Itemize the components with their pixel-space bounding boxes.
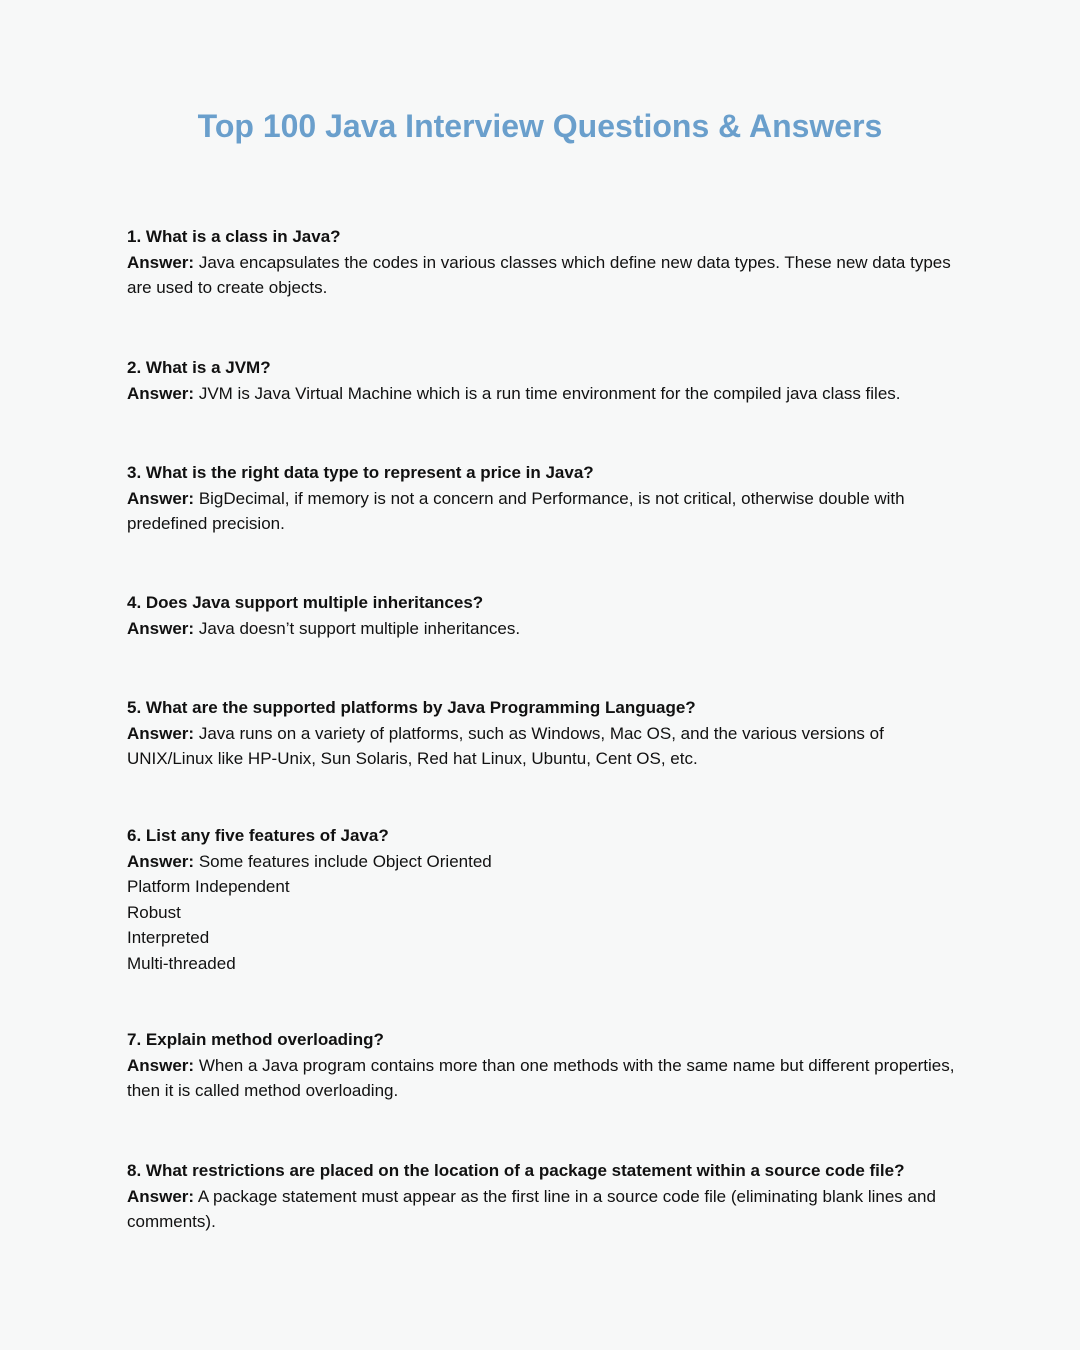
answer-label: Answer: bbox=[127, 1186, 195, 1206]
qa-item-3 bbox=[127, 460, 957, 537]
qa-item-8 bbox=[127, 1158, 957, 1235]
qa-item-5 bbox=[127, 695, 957, 772]
page-title: Top 100 Java Interview Questions & Answers bbox=[197, 108, 883, 144]
answer-text: BigDecimal, if memory is not a concern and Performance, is not critical, otherwise double with predefined precision. bbox=[127, 488, 905, 533]
answer-label: Answer: bbox=[127, 252, 195, 272]
answer-paragraph bbox=[127, 1184, 957, 1235]
answer-text: Java runs on a variety of platforms, such as Windows, Mac OS, and the various versions of UNIX/Linux like HP-Unix, Sun Solaris, Red hat Linux, Ubuntu, Cent OS, etc. bbox=[127, 723, 884, 768]
feature-line: Platform Independent bbox=[127, 877, 290, 896]
question-text: 7. Explain method overloading? bbox=[127, 1030, 384, 1049]
question-text: 3. What is the right data type to represent a price in Java? bbox=[127, 463, 594, 482]
qa-item-1 bbox=[127, 224, 957, 301]
answer-text: JVM is Java Virtual Machine which is a run time environment for the compiled java class files. bbox=[198, 383, 901, 403]
answer-text: Java encapsulates the codes in various classes which define new data types. These new data types are used to create objects. bbox=[127, 252, 951, 297]
answer-text: Java doesn’t support multiple inheritances. bbox=[198, 618, 521, 638]
answer-paragraph bbox=[127, 1053, 957, 1104]
answer-paragraph bbox=[127, 849, 957, 875]
answer-label: Answer: bbox=[127, 1055, 195, 1075]
question-text: 4. Does Java support multiple inheritances? bbox=[127, 593, 484, 612]
answer-label: Answer: bbox=[127, 851, 195, 871]
answer-label: Answer: bbox=[127, 488, 195, 508]
answer-label: Answer: bbox=[127, 383, 195, 403]
answer-paragraph bbox=[127, 616, 957, 642]
answer-text: A package statement must appear as the first line in a source code file (eliminating blank lines and comments). bbox=[127, 1186, 936, 1231]
answer-paragraph bbox=[127, 486, 957, 537]
question-text: 6. List any five features of Java? bbox=[127, 826, 389, 845]
answer-label: Answer: bbox=[127, 618, 195, 638]
question-text: 1. What is a class in Java? bbox=[127, 227, 341, 246]
feature-line: Multi-threaded bbox=[127, 953, 236, 973]
qa-item-2 bbox=[127, 355, 957, 406]
answer-paragraph bbox=[127, 381, 957, 407]
question-text: 5. What are the supported platforms by Java Programming Language? bbox=[127, 698, 696, 717]
question-text: 8. What restrictions are placed on the location of a package statement within a source code file? bbox=[127, 1161, 905, 1180]
qa-item-6 bbox=[127, 823, 957, 976]
question-text: 2. What is a JVM? bbox=[127, 358, 271, 377]
qa-item-7 bbox=[127, 1027, 957, 1104]
qa-item-4 bbox=[127, 590, 957, 641]
answer-label: Answer: bbox=[127, 723, 195, 743]
answer-paragraph bbox=[127, 250, 957, 301]
answer-text: Some features include Object Oriented bbox=[198, 851, 492, 871]
feature-line: Robust bbox=[127, 902, 181, 922]
answer-paragraph bbox=[127, 721, 957, 772]
feature-line: Interpreted bbox=[127, 928, 210, 947]
answer-text: When a Java program contains more than one methods with the same name but different properties, then it is called method overloading. bbox=[127, 1055, 955, 1100]
